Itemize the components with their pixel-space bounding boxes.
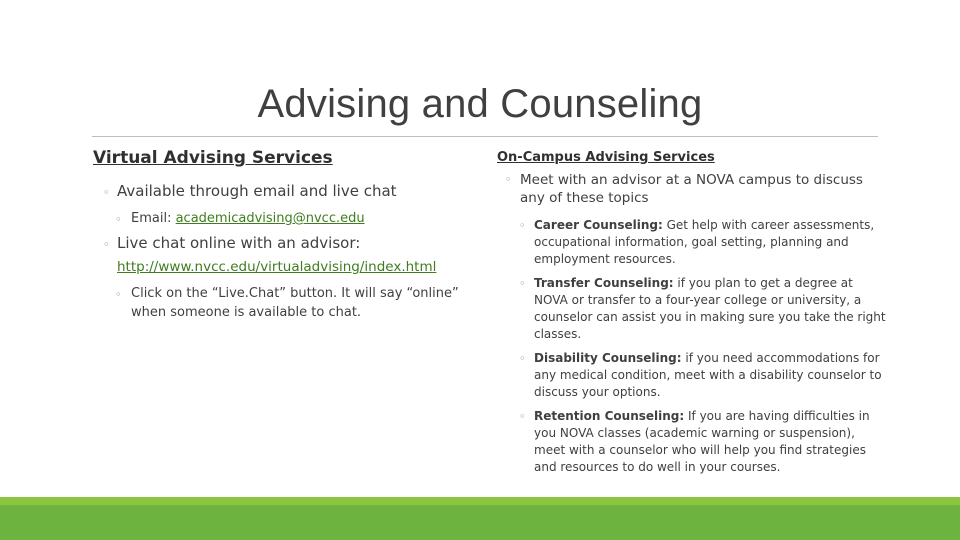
bullet-meet-advisor (497, 171, 887, 207)
bullet-icon: ◦ (519, 352, 526, 365)
list-item (497, 350, 887, 401)
left-column (93, 148, 483, 328)
meet-advisor-text: Meet with an advisor at a NOVA campus to discuss any of these topics (520, 172, 863, 206)
slide-title: Advising and Counseling (257, 82, 703, 126)
footer-accent-strip (0, 497, 960, 505)
bullet-available-text: Available through email and live chat (117, 182, 397, 200)
bullet-chat-note (93, 284, 483, 322)
transfer-counseling-label: Transfer Counseling: (534, 276, 674, 290)
chat-url-link[interactable]: http://www.nvcc.edu/virtualadvising/index.html (117, 259, 437, 275)
career-counseling-label: Career Counseling: (534, 218, 663, 232)
bullet-icon: ◦ (103, 238, 110, 251)
career-counseling-text: Get help with career assessments, occupational information, goal setting, planning and employment resources. (534, 218, 875, 266)
bullet-icon: ◦ (519, 410, 526, 423)
bullet-icon: ◦ (519, 219, 526, 232)
chat-note-text: Click on the “Live.Chat” button. It will say “online” when someone is available to chat. (131, 286, 459, 320)
list-item (497, 275, 887, 343)
bullet-email (93, 209, 483, 228)
retention-counseling-label: Retention Counseling: (534, 409, 685, 423)
chat-url-line (93, 258, 483, 276)
list-item (497, 217, 887, 268)
disability-counseling-text: if you need accommodations for any medical condition, meet with a disability counselor to discuss your options. (534, 351, 882, 399)
bullet-icon: ◦ (115, 288, 122, 301)
bullet-icon: ◦ (103, 186, 110, 199)
retention-counseling-text: If you are having difficulties in you NOVA classes (academic warning or suspension), meet with a counselor who will help you find strategies and resources to do well in your courses. (534, 409, 870, 474)
bullet-icon: ◦ (519, 277, 526, 290)
bullet-live-chat-text: Live chat online with an advisor: (117, 234, 361, 252)
on-campus-heading: On-Campus Advising Services (497, 150, 715, 165)
email-link[interactable]: academicadvising@nvcc.edu (175, 211, 365, 226)
title-divider (92, 136, 878, 137)
bullet-available (93, 182, 483, 201)
transfer-counseling-text: if you plan to get a degree at NOVA or transfer to a four-year college or university, a counselor can assist you in making sure you take the right classes. (534, 276, 886, 341)
disability-counseling-label: Disability Counseling: (534, 351, 682, 365)
bullet-live-chat (93, 234, 483, 253)
bullet-icon: ◦ (505, 173, 512, 186)
right-column (497, 150, 887, 483)
email-label: Email: (131, 211, 176, 226)
virtual-advising-heading: Virtual Advising Services (93, 148, 333, 168)
list-item (497, 408, 887, 476)
bullet-icon: ◦ (115, 213, 122, 226)
